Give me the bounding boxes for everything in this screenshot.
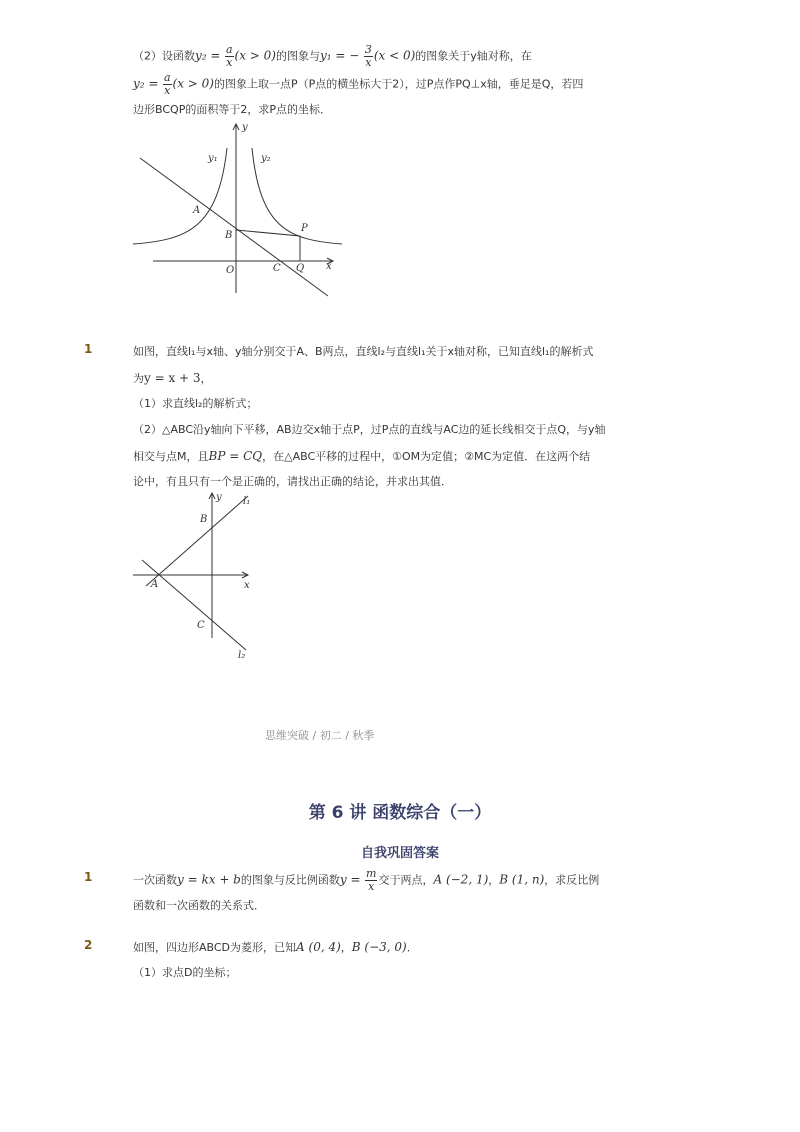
label-x: x — [326, 261, 332, 272]
answer-number: 1 — [84, 870, 93, 884]
label-a: A — [151, 579, 159, 590]
label-y1: y₁ — [208, 153, 218, 164]
page-footer: 思维突破 / 初二 / 秋季 — [265, 729, 375, 742]
label-a: A — [193, 205, 201, 216]
answer-number: 2 — [84, 938, 93, 952]
fraction-m-over-x: $\frac{m}{x}$ — [366, 867, 377, 893]
problem-number: 1 — [84, 342, 93, 356]
label-b: B — [225, 230, 233, 241]
problem1-part2-line3: 论中，有且只有一个是正确的，请找出正确的结论，并求出其值． — [133, 475, 452, 488]
label-c: C — [197, 620, 205, 631]
problem1-line1: 如图，直线l₁与x轴、y轴分别交于A、B两点，直线l₂与直线l₁关于x轴对称，已知直线l₁的解析式 — [133, 345, 594, 358]
fraction-a-over-x: $\frac{a}{x}$ — [163, 71, 171, 97]
line-l1 — [146, 496, 251, 586]
problem2-part2-line3: 边形BCQP的面积等于2，求P点的坐标． — [133, 103, 331, 116]
answer1-line1: 一次函数y = kx + b的图象与反比例函数y = $\frac{m}{x}$ 交于两点，A (−2, 1)，B (1, n)，求反比例 — [133, 867, 600, 893]
label-l2: l₂ — [238, 650, 246, 661]
label-x: x — [244, 580, 250, 591]
problem1-part2-line2: 相交与点M，且BP = CQ，在△ABC平移的过程中，①OM为定值；②MC为定值．在这两个结 — [133, 449, 591, 463]
label-p: P — [301, 223, 308, 234]
answer1-line2: 函数和一次函数的关系式． — [133, 899, 265, 912]
problem1-part2-line1: （2）△ABC沿y轴向下平移，AB边交x轴于点P，过P点的直线与AC边的延长线相交于点Q，与y轴 — [133, 423, 606, 436]
fraction-a-over-x: $\frac{a}{x}$ — [225, 43, 233, 69]
problem2-part2-line1: （2）设函数y₂ = $\frac{a}{x}$ (x > 0)的图象与y₁ = − $\frac{3}{x}$ (x < 0)的图象关于y轴对称，在 — [133, 43, 532, 69]
label-y: y — [216, 492, 222, 503]
answer2-part1: （1）求点D的坐标； — [133, 966, 237, 979]
label-y2: y₂ — [261, 153, 271, 164]
label-b: B — [200, 514, 208, 525]
problem1-part1: （1）求直线l₂的解析式； — [133, 397, 258, 410]
label-q: Q — [296, 263, 305, 274]
answer2-line1: 如图，四边形ABCD为菱形，已知A (0, 4)，B (−3, 0)． — [133, 940, 418, 954]
figure-hyperbola-graph — [128, 118, 350, 298]
line-l2 — [142, 560, 246, 650]
figure-lines-graph — [128, 488, 268, 668]
answers-title: 自我巩固答案 — [360, 846, 439, 861]
problem1-line2: 为y = x + 3， — [133, 371, 212, 385]
quad-bcqp — [236, 230, 300, 261]
label-y: y — [242, 122, 248, 133]
label-l1: l₁ — [243, 496, 251, 507]
label-c: C — [273, 263, 281, 274]
problem2-part2-line2: y₂ = $\frac{a}{x}$ (x > 0)的图象上取一点P（P点的横坐标大于2），过P点作PQ⊥x轴，垂足是Q，若四 — [133, 71, 584, 97]
fraction-3-over-x: $\frac{3}{x}$ — [364, 43, 372, 69]
lecture-title: 第 6 讲 函数综合（一） — [308, 803, 492, 823]
label-o: O — [226, 265, 235, 276]
